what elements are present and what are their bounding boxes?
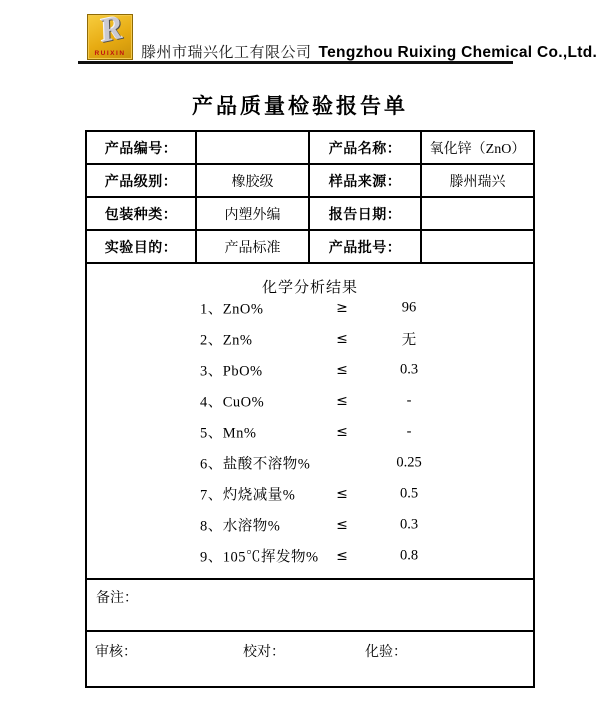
signoff-row (87, 632, 533, 686)
remarks-label: 备注： (96, 591, 138, 606)
product-name-value: 氧化锌（ZnO） (429, 141, 526, 157)
comparison-symbol: ≤ (336, 361, 348, 378)
product-name-label: 产品名称： (310, 132, 422, 163)
logo-brand-text: RUIXIN (94, 50, 126, 57)
analysis-item-value: 0.25 (396, 454, 422, 470)
analysis-item-ignition-loss (87, 478, 533, 509)
sample-source-value: 滕州瑞兴 (449, 174, 506, 190)
analysis-item-value: 0.5 (399, 485, 419, 501)
analysis-item-value: 0.3 (399, 361, 419, 377)
analysis-item-hcl-insoluble (87, 447, 533, 478)
analysis-item-pbo (87, 354, 533, 385)
company-name-chinese: 滕州市瑞兴化工有限公司 (141, 45, 312, 61)
company-name-english: Tengzhou Ruixing Chemical Co.,Ltd. (318, 44, 598, 61)
analysis-item-value: - (406, 423, 412, 439)
analysis-item-label: 4、CuO% (200, 394, 265, 410)
packing-type-label: 包装种类： (87, 198, 197, 229)
analysis-item-cuo (87, 385, 533, 416)
analysis-item-value: 0.8 (399, 547, 419, 563)
product-no-value (197, 132, 310, 163)
analysis-item-water-soluble (87, 509, 533, 540)
analysis-item-label: 3、PbO% (200, 363, 263, 379)
product-grade-label: 产品级别： (87, 165, 197, 196)
test-purpose-label: 实验目的： (87, 231, 197, 262)
test-label: 化验： (365, 645, 407, 660)
analysis-item-label: 7、灼烧减量% (200, 487, 296, 503)
company-logo (87, 9, 133, 60)
product-grade-value: 橡胶级 (197, 165, 310, 196)
report-date-label: 报告日期： (310, 198, 422, 229)
sample-source-label: 样品来源： (310, 165, 422, 196)
comparison-symbol: ≤ (336, 485, 348, 502)
analysis-item-label: 1、ZnO% (200, 301, 264, 317)
analysis-item-value: 无 (401, 332, 417, 348)
letterhead-rule (78, 61, 513, 64)
analysis-item-mn (87, 416, 533, 447)
analysis-item-zno (87, 292, 533, 323)
analysis-item-value: 96 (401, 299, 417, 315)
comparison-symbol: ≤ (336, 516, 348, 533)
packing-type-value: 内塑外编 (197, 198, 310, 229)
analysis-item-label: 5、Mn% (200, 425, 257, 441)
page-title: 产品质量检验报告单 (192, 95, 408, 118)
analysis-item-value: - (406, 392, 412, 408)
analysis-item-label: 9、105℃挥发物% (200, 549, 319, 565)
report-table (85, 130, 535, 688)
product-no-label: 产品编号： (87, 132, 197, 163)
comparison-symbol: ≥ (336, 299, 348, 316)
analysis-item-label: 2、Zn% (200, 332, 253, 348)
analysis-item-label: 6、盐酸不溶物% (200, 456, 311, 472)
table-row (87, 132, 533, 165)
table-row (87, 198, 533, 231)
analysis-items (87, 292, 533, 571)
table-row (87, 165, 533, 198)
proofread-label: 校对： (243, 645, 285, 660)
comparison-symbol: ≤ (336, 547, 348, 564)
test-purpose-value: 产品标准 (197, 231, 310, 262)
analysis-section (87, 264, 533, 580)
comparison-symbol: ≤ (336, 330, 348, 347)
review-label: 审核： (95, 645, 137, 660)
analysis-section-title: 化学分析结果 (261, 280, 358, 296)
analysis-item-zn (87, 323, 533, 354)
table-row (87, 231, 533, 264)
letterhead (141, 41, 597, 62)
analysis-item-value: 0.3 (399, 516, 419, 532)
analysis-item-volatile-105c (87, 540, 533, 571)
report-date-value (422, 198, 533, 229)
comparison-symbol: ≤ (336, 423, 348, 440)
remarks-row (87, 580, 533, 632)
logo-r-icon: R (96, 9, 127, 50)
comparison-symbol: ≤ (336, 392, 348, 409)
batch-no-label: 产品批号： (310, 231, 422, 262)
batch-no-value (422, 231, 533, 262)
analysis-item-label: 8、水溶物% (200, 518, 281, 534)
